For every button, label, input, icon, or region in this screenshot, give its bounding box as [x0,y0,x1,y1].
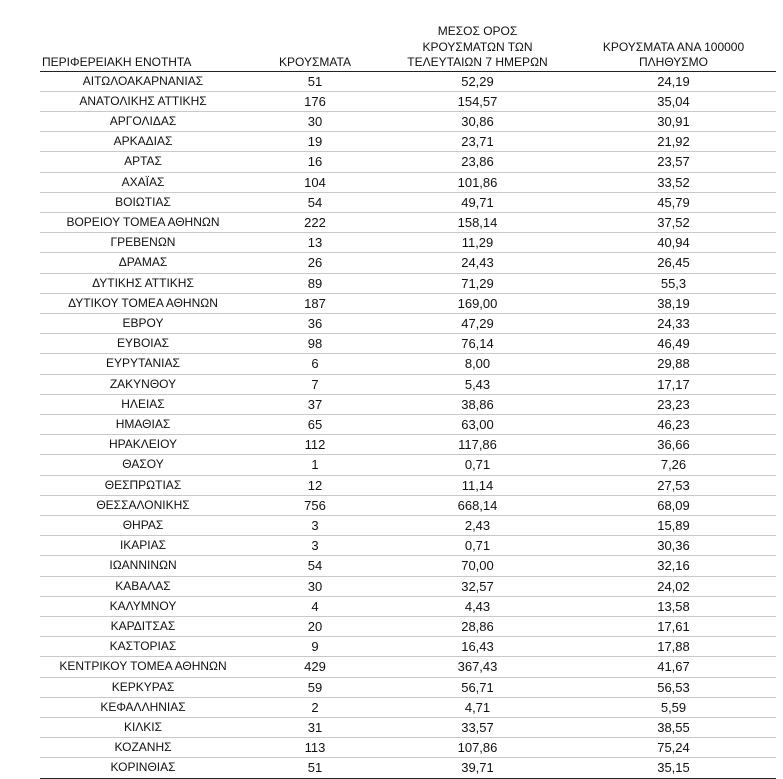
avg7-cell: 154,57 [384,91,571,111]
avg7-cell: 52,29 [384,71,571,91]
cases-cell: 59 [246,677,384,697]
region-cell: ΗΛΕΙΑΣ [40,394,246,414]
region-cell: ΕΒΡΟΥ [40,313,246,333]
avg7-cell: 56,71 [384,677,571,697]
avg7-cell: 4,43 [384,596,571,616]
region-cell: ΔΥΤΙΚΗΣ ΑΤΤΙΚΗΣ [40,273,246,293]
region-cell: ΚΕΡΚΥΡΑΣ [40,677,246,697]
cases-cell: 13 [246,233,384,253]
avg7-cell: 5,43 [384,374,571,394]
table-row [40,374,776,394]
cases-cell: 1 [246,455,384,475]
table-row [40,697,776,717]
table-row [40,394,776,414]
table-row [40,414,776,434]
cases-cell: 3 [246,536,384,556]
header-row [40,10,776,71]
avg7-cell: 11,14 [384,475,571,495]
region-cell: ΒΟΡΕΙΟΥ ΤΟΜΕΑ ΑΘΗΝΩΝ [40,212,246,232]
table-row [40,495,776,515]
region-cell: ΖΑΚΥΝΘΟΥ [40,374,246,394]
region-cell: ΔΡΑΜΑΣ [40,253,246,273]
header-per100k [571,10,776,71]
region-cell: ΔΥΤΙΚΟΥ ΤΟΜΕΑ ΑΘΗΝΩΝ [40,293,246,313]
per100k-cell: 56,53 [571,677,776,697]
region-cell: ΑΝΑΤΟΛΙΚΗΣ ΑΤΤΙΚΗΣ [40,91,246,111]
table-row [40,71,776,91]
region-cell: ΚΟΡΙΝΘΙΑΣ [40,758,246,778]
cases-cell: 51 [246,71,384,91]
cases-cell: 176 [246,91,384,111]
table-row [40,515,776,535]
per100k-cell: 41,67 [571,657,776,677]
cases-cell: 3 [246,515,384,535]
per100k-cell: 17,61 [571,616,776,636]
per100k-cell: 23,23 [571,394,776,414]
per100k-cell: 32,16 [571,556,776,576]
per100k-cell: 15,89 [571,515,776,535]
region-cell: ΑΙΤΩΛΟΑΚΑΡΝΑΝΙΑΣ [40,71,246,91]
region-cell: ΙΚΑΡΙΑΣ [40,536,246,556]
cases-cell: 104 [246,172,384,192]
cases-cell: 6 [246,354,384,374]
table-row [40,616,776,636]
per100k-cell: 75,24 [571,738,776,758]
cases-cell: 36 [246,313,384,333]
avg7-cell: 33,57 [384,718,571,738]
per100k-cell: 24,02 [571,576,776,596]
header-avg7-line1: ΜΕΣΟΣ ΟΡΟΣ [437,24,518,38]
cases-cell: 30 [246,111,384,131]
avg7-cell: 76,14 [384,334,571,354]
region-cell: ΑΡΚΑΔΙΑΣ [40,132,246,152]
table-row [40,677,776,697]
per100k-cell: 46,23 [571,414,776,434]
table-row [40,455,776,475]
cases-cell: 26 [246,253,384,273]
header-avg7 [384,10,571,71]
table-row [40,253,776,273]
per100k-cell: 21,92 [571,132,776,152]
per100k-cell: 30,36 [571,536,776,556]
avg7-cell: 30,86 [384,111,571,131]
cases-cell: 54 [246,556,384,576]
table-row [40,556,776,576]
table-row [40,738,776,758]
cases-cell: 89 [246,273,384,293]
region-cell: ΕΥΡΥΤΑΝΙΑΣ [40,354,246,374]
region-cell: ΚΑΒΑΛΑΣ [40,576,246,596]
cases-cell: 7 [246,374,384,394]
avg7-cell: 101,86 [384,172,571,192]
cases-cell: 54 [246,192,384,212]
cases-cell: 16 [246,152,384,172]
table-row [40,233,776,253]
avg7-cell: 158,14 [384,212,571,232]
table-row [40,758,776,778]
per100k-cell: 24,33 [571,313,776,333]
cases-cell: 30 [246,576,384,596]
region-cell: ΚΕΝΤΡΙΚΟΥ ΤΟΜΕΑ ΑΘΗΝΩΝ [40,657,246,677]
cases-cell: 65 [246,414,384,434]
header-cases [246,10,384,71]
avg7-cell: 107,86 [384,738,571,758]
cases-cell: 222 [246,212,384,232]
table-row [40,111,776,131]
region-cell: ΚΕΦΑΛΛΗΝΙΑΣ [40,697,246,717]
per100k-cell: 35,04 [571,91,776,111]
avg7-cell: 2,43 [384,515,571,535]
per100k-cell: 30,91 [571,111,776,131]
cases-cell: 19 [246,132,384,152]
region-cell: ΗΜΑΘΙΑΣ [40,414,246,434]
table-row [40,576,776,596]
cases-cell: 31 [246,718,384,738]
header-avg7-line2: ΚΡΟΥΣΜΑΤΩΝ ΤΩΝ [422,39,533,54]
table-row [40,657,776,677]
table-row [40,132,776,152]
avg7-cell: 23,71 [384,132,571,152]
per100k-cell: 27,53 [571,475,776,495]
table-row [40,212,776,232]
header-region [40,10,246,71]
table-row [40,273,776,293]
table-row [40,637,776,657]
table-row [40,536,776,556]
per100k-cell: 38,19 [571,293,776,313]
table-row [40,596,776,616]
covid-cases-table [40,10,776,779]
header-per100k-line2: ΠΛΗΘΥΣΜΟ [638,55,709,69]
per100k-cell: 33,52 [571,172,776,192]
table-body [40,71,776,778]
cases-cell: 429 [246,657,384,677]
avg7-cell: 39,71 [384,758,571,778]
avg7-cell: 24,43 [384,253,571,273]
per100k-cell: 23,57 [571,152,776,172]
cases-cell: 112 [246,435,384,455]
region-cell: ΘΑΣΟΥ [40,455,246,475]
avg7-cell: 11,29 [384,233,571,253]
avg7-cell: 23,86 [384,152,571,172]
header-avg7-line3: ΤΕΛΕΥΤΑΙΩΝ 7 ΗΜΕΡΩΝ [407,55,548,69]
per100k-cell: 68,09 [571,495,776,515]
region-cell: ΘΗΡΑΣ [40,515,246,535]
avg7-cell: 38,86 [384,394,571,414]
per100k-cell: 17,17 [571,374,776,394]
region-cell: ΑΡΓΟΛΙΔΑΣ [40,111,246,131]
avg7-cell: 8,00 [384,354,571,374]
table-row [40,718,776,738]
cases-cell: 2 [246,697,384,717]
region-cell: ΑΡΤΑΣ [40,152,246,172]
avg7-cell: 16,43 [384,637,571,657]
per100k-cell: 13,58 [571,596,776,616]
region-cell: ΚΑΡΔΙΤΣΑΣ [40,616,246,636]
avg7-cell: 70,00 [384,556,571,576]
per100k-cell: 29,88 [571,354,776,374]
header-region-label: ΠΕΡΙΦΕΡΕΙΑΚΗ ΕΝΟΤΗΤΑ [42,55,192,69]
avg7-cell: 117,86 [384,435,571,455]
per100k-cell: 38,55 [571,718,776,738]
header-cases-label: ΚΡΟΥΣΜΑΤΑ [279,55,351,69]
table-row [40,475,776,495]
per100k-cell: 7,26 [571,455,776,475]
cases-cell: 756 [246,495,384,515]
cases-cell: 9 [246,637,384,657]
per100k-cell: 17,88 [571,637,776,657]
table-row [40,293,776,313]
avg7-cell: 28,86 [384,616,571,636]
region-cell: ΚΑΣΤΟΡΙΑΣ [40,637,246,657]
table-row [40,334,776,354]
region-cell: ΒΟΙΩΤΙΑΣ [40,192,246,212]
avg7-cell: 4,71 [384,697,571,717]
per100k-cell: 37,52 [571,212,776,232]
region-cell: ΘΕΣΣΑΛΟΝΙΚΗΣ [40,495,246,515]
per100k-cell: 45,79 [571,192,776,212]
table-row [40,435,776,455]
avg7-cell: 32,57 [384,576,571,596]
per100k-cell: 46,49 [571,334,776,354]
avg7-cell: 169,00 [384,293,571,313]
per100k-cell: 5,59 [571,697,776,717]
region-cell: ΘΕΣΠΡΩΤΙΑΣ [40,475,246,495]
table-row [40,152,776,172]
avg7-cell: 668,14 [384,495,571,515]
cases-cell: 51 [246,758,384,778]
avg7-cell: 47,29 [384,313,571,333]
region-cell: ΓΡΕΒΕΝΩΝ [40,233,246,253]
region-cell: ΙΩΑΝΝΙΝΩΝ [40,556,246,576]
cases-cell: 20 [246,616,384,636]
region-cell: ΚΑΛΥΜΝΟΥ [40,596,246,616]
table-row [40,91,776,111]
per100k-cell: 55,3 [571,273,776,293]
table-row [40,354,776,374]
cases-cell: 12 [246,475,384,495]
region-cell: ΚΙΛΚΙΣ [40,718,246,738]
region-cell: ΕΥΒΟΙΑΣ [40,334,246,354]
avg7-cell: 49,71 [384,192,571,212]
region-cell: ΗΡΑΚΛΕΙΟΥ [40,435,246,455]
region-cell: ΑΧΑΪΑΣ [40,172,246,192]
table-header [40,10,776,71]
table-row [40,313,776,333]
per100k-cell: 35,15 [571,758,776,778]
cases-cell: 4 [246,596,384,616]
cases-cell: 37 [246,394,384,414]
avg7-cell: 0,71 [384,536,571,556]
region-cell: ΚΟΖΑΝΗΣ [40,738,246,758]
avg7-cell: 0,71 [384,455,571,475]
per100k-cell: 26,45 [571,253,776,273]
cases-cell: 113 [246,738,384,758]
table-row [40,172,776,192]
table-row [40,192,776,212]
per100k-cell: 24,19 [571,71,776,91]
avg7-cell: 71,29 [384,273,571,293]
header-per100k-line1: ΚΡΟΥΣΜΑΤΑ ΑΝΑ 100000 [602,39,745,54]
cases-cell: 187 [246,293,384,313]
avg7-cell: 63,00 [384,414,571,434]
cases-cell: 98 [246,334,384,354]
per100k-cell: 40,94 [571,233,776,253]
avg7-cell: 367,43 [384,657,571,677]
per100k-cell: 36,66 [571,435,776,455]
